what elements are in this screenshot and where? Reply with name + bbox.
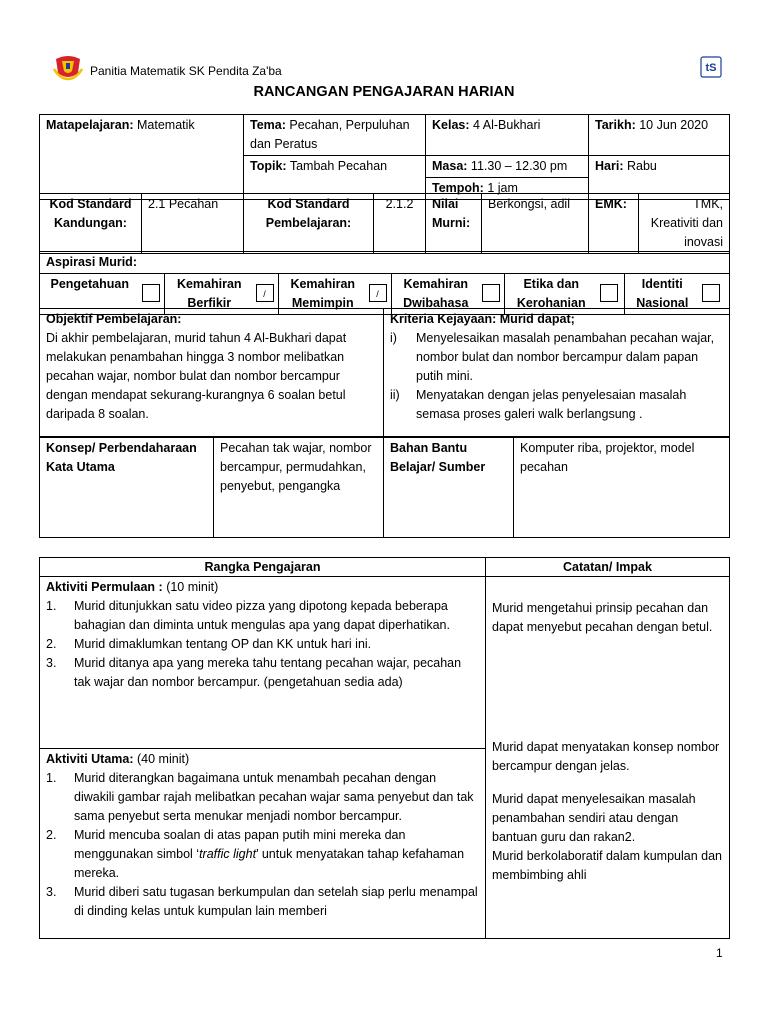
document-title: RANCANGAN PENGAJARAN HARIAN: [253, 84, 515, 100]
intro-item-num: 2.: [46, 637, 57, 651]
criteria-cell: [384, 309, 730, 437]
intro-item-text: Murid ditanya apa yang mereka tahu tentang pecahan wajar, pecahan tak wajar dan nombor bercampur. (pengetahuan sedia ada): [74, 656, 462, 689]
aspirations-table: [39, 251, 730, 315]
main-item: [46, 826, 479, 883]
day-label: Hari:: [595, 159, 624, 173]
main-item-num: 2.: [46, 828, 57, 842]
subject-value: Matematik: [137, 118, 195, 132]
duration-label: Tempoh:: [432, 181, 484, 195]
materials-value: Komputer riba, projektor, model pecahan: [514, 438, 730, 538]
aspirations-heading: Aspirasi Murid:: [40, 252, 730, 274]
plan-col-header: Rangka Pengajaran: [40, 558, 486, 577]
theme-cell: [244, 115, 426, 156]
criteria-item: [390, 329, 723, 386]
materials-label: Bahan Bantu Belajar/ Sumber: [384, 438, 514, 538]
objectives-table: [39, 308, 730, 437]
main-note: Murid dapat menyatakan konsep nombor bercampur dengan jelas.: [492, 740, 720, 773]
aspiration-checkbox[interactable]: /: [256, 284, 274, 302]
aspiration-checkbox[interactable]: [600, 284, 618, 302]
aspiration-label: Etika dan Kerohanian: [505, 274, 598, 315]
svg-text:tS: tS: [705, 62, 717, 74]
concepts-value: Pecahan tak wajar, nombor bercampur, permudahkan, penyebut, pengangka: [214, 438, 384, 538]
values-value: Berkongsi, adil: [482, 194, 589, 254]
objective-text: Di akhir pembelajaran, murid tahun 4 Al-Bukhari dapat melakukan penambahan hingga 3 nombor melibatkan pecahan wajar, nombor bulat dan nombor bercampur dengan mendapat sekurang-kurangnya 6 soalan betul daripada 8 soalan.: [46, 331, 347, 421]
ksp-label: Kod Standard Pembelajaran:: [244, 194, 374, 254]
intro-item: [46, 635, 479, 654]
criteria-item: [390, 386, 723, 424]
intro-time: (10 minit): [166, 580, 219, 594]
class-value: 4 Al-Bukhari: [473, 118, 541, 132]
subject-cell: [40, 115, 244, 200]
main-activity-cell: [40, 749, 486, 939]
criteria-text: Menyatakan dengan jelas penyelesaian masalah semasa proses galeri walk berlangsung .: [416, 388, 687, 421]
aspiration-checkbox[interactable]: [702, 284, 720, 302]
concepts-label: Konsep/ Perbendaharaan Kata Utama: [40, 438, 214, 538]
intro-list: [46, 597, 479, 692]
main-item-num: 3.: [46, 885, 57, 899]
intro-item-num: 1.: [46, 599, 57, 613]
date-cell: [589, 115, 730, 156]
main-item-num: 1.: [46, 771, 57, 785]
criteria-heading: Kriteria Kejayaan: Murid dapat;: [390, 312, 575, 326]
aspiration-checkbox[interactable]: /: [369, 284, 387, 302]
time-cell: [426, 156, 589, 178]
concepts-table: [39, 437, 730, 538]
topic-value: Tambah Pecahan: [289, 159, 388, 173]
ksp-value: 2.1.2: [374, 194, 426, 254]
duration-value: 1 jam: [487, 181, 518, 195]
main-notes: [492, 738, 723, 885]
emk-label: EMK:: [589, 194, 639, 254]
main-heading: Aktiviti Utama:: [46, 752, 134, 766]
subject-label: Matapelajaran:: [46, 118, 134, 132]
panel-name: Panitia Matematik SK Pendita Za'ba: [90, 64, 282, 78]
ksk-value: 2.1 Pecahan: [142, 194, 244, 254]
main-item-text: Murid mencuba soalan di atas papan putih mini mereka dan menggunakan simbol ‘: [74, 828, 406, 861]
date-label: Tarikh:: [595, 118, 636, 132]
theme-value: Pecahan, Perpuluhan dan Peratus: [250, 118, 410, 151]
criteria-list: [390, 329, 723, 424]
class-cell: [426, 115, 589, 156]
objective-cell: [40, 309, 384, 437]
day-value: Rabu: [626, 159, 657, 173]
main-item-text: Murid diterangkan bagaimana untuk menambah pecahan dengan diwakili gambar rajah melibatkan pecahan wajar sama penyebut dan tak sama penyebut serta menukar menjadi nombor bercampur.: [74, 771, 474, 823]
main-item-text: Murid diberi satu tugasan berkumpulan dan setelah siap perlu menampal di dinding kelas untuk kumpulan lain memberi: [74, 885, 478, 918]
main-item: [46, 769, 479, 826]
intro-item: [46, 597, 479, 635]
notes-col-header: Catatan/ Impak: [486, 558, 730, 577]
theme-label: Tema:: [250, 118, 286, 132]
aspiration-checkbox[interactable]: [142, 284, 160, 302]
criteria-num: ii): [390, 388, 400, 402]
objective-heading: Objektif Pembelajaran:: [46, 312, 182, 326]
intro-item: [46, 654, 479, 692]
intro-item-num: 3.: [46, 656, 57, 670]
aspiration-checkbox[interactable]: [482, 284, 500, 302]
main-note: Murid berkolaboratif dalam kumpulan dan membimbing ahli: [492, 849, 722, 882]
ministry-logo-icon: [700, 56, 722, 78]
intro-heading: Aktiviti Permulaan :: [46, 580, 163, 594]
aspiration-label: Kemahiran Dwibahasa: [392, 274, 480, 315]
values-label: Nilai Murni:: [426, 194, 482, 254]
main-item: [46, 883, 479, 921]
lesson-info-grid: [39, 114, 730, 200]
aspiration-label: Identiti Nasional: [625, 274, 700, 315]
intro-item-text: Murid ditunjukkan satu video pizza yang dipotong kepada beberapa bahagian dan diminta untuk mengulas apa yang dapat diperhatikan.: [74, 599, 450, 632]
criteria-text: Menyelesaikan masalah penambahan pecahan wajar, nombor bulat dan nombor bercampur dalam papan putih mini.: [416, 331, 715, 383]
topic-label: Topik:: [250, 159, 287, 173]
class-label: Kelas:: [432, 118, 470, 132]
aspiration-label: Pengetahuan: [40, 274, 140, 315]
emk-value: TMK, Kreativiti dan inovasi: [639, 194, 730, 254]
standards-table: [39, 193, 730, 254]
time-label: Masa:: [432, 159, 468, 173]
intro-activity-cell: [40, 577, 486, 749]
page-number: 1: [716, 946, 723, 960]
lesson-plan-table: [39, 557, 730, 939]
main-item-text-end: ’ untuk menyatakan tahap kefahaman mereka.: [74, 847, 465, 880]
main-list: [46, 769, 479, 921]
main-time: (40 minit): [137, 752, 190, 766]
main-item-emphasis: traffic light: [199, 847, 257, 861]
school-crest-icon: [52, 53, 84, 81]
document-header: [52, 52, 282, 82]
intro-note: Murid mengetahui prinsip pecahan dan dapat menyebut pecahan dengan betul.: [492, 601, 713, 634]
aspiration-label: Kemahiran Berfikir: [165, 274, 254, 315]
time-value: 11.30 – 12.30 pm: [470, 159, 568, 173]
main-note: Murid dapat menyelesaikan masalah penambahan sendiri atau dengan bantuan guru dan rakan2.: [492, 792, 696, 844]
intro-item-text: Murid dimaklumkan tentang OP dan KK untuk hari ini.: [74, 637, 372, 651]
ksk-label: Kod Standard Kandungan:: [40, 194, 142, 254]
aspiration-label: Kemahiran Memimpin: [279, 274, 367, 315]
date-value: 10 Jun 2020: [639, 118, 709, 132]
notes-cell: [486, 577, 730, 939]
criteria-num: i): [390, 331, 397, 345]
